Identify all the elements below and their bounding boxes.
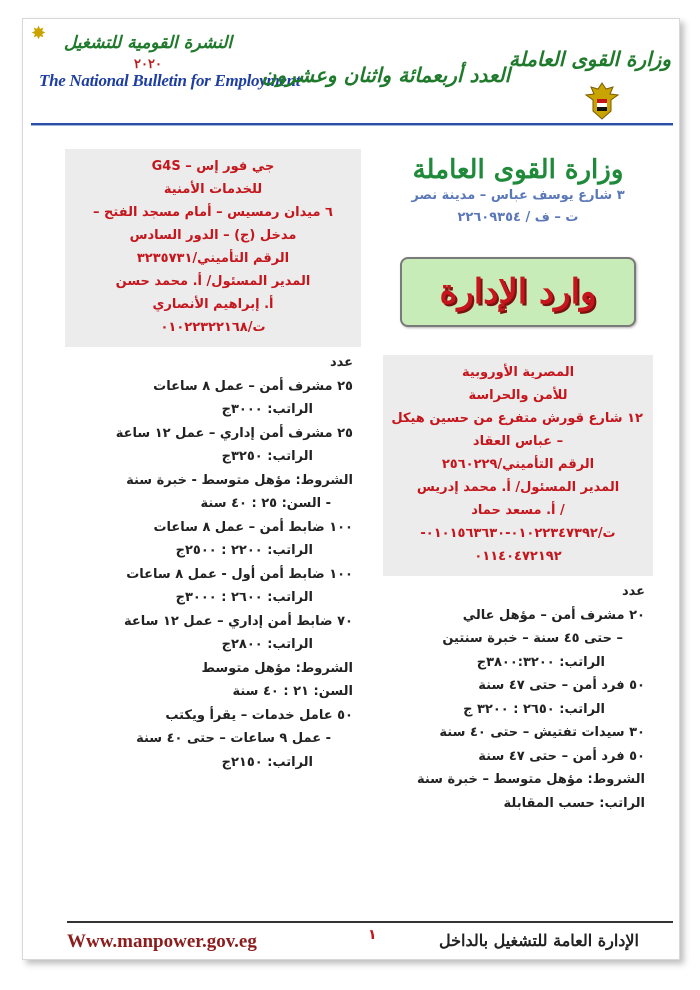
- company-info-line: للأمن والحراسة: [468, 388, 568, 403]
- company-g4s-info: [65, 149, 361, 347]
- ministry-address: ٣ شارع يوسف عباس – مدينة نصر: [411, 188, 625, 203]
- job-line: ١٠٠ ضابط أمن أول - عمل ٨ ساعات: [126, 566, 353, 582]
- company-info-line: ٦ ميدان رمسيس – أمام مسجد الفتح –: [93, 205, 333, 220]
- company-info-line: مدخل (ج) – الدور السادس: [129, 228, 297, 243]
- ministry-column: [383, 149, 653, 815]
- website-link[interactable]: Www.manpower.gov.eg: [67, 931, 257, 952]
- page: [22, 18, 680, 960]
- job-line: الراتب: ٣٢٥٠ج: [221, 449, 313, 464]
- page-number: ١: [368, 927, 377, 943]
- company-info-line: ٠١١٤٠٤٧٢١٩٢: [474, 549, 562, 564]
- job-line: الراتب: ٣٠٠٠ج: [221, 402, 313, 417]
- job-line: ٥٠ عامل خدمات – يقرأ ويكتب: [165, 707, 353, 723]
- company-info-line: المدير المسئول/ أ. محمد إدريس: [416, 480, 620, 495]
- job-line: عدد: [621, 584, 645, 599]
- bulletin-year: ٢٠٢٠: [134, 57, 162, 72]
- company-info-line: ١٢ شارع قورش متفرع من حسين هيكل: [391, 411, 643, 426]
- header: [23, 19, 681, 119]
- eagle-emblem-icon: [583, 81, 621, 121]
- job-line: الراتب: ٢٦٥٠ : ٣٢٠٠ ج: [463, 701, 605, 717]
- company-euro-jobs: [383, 576, 653, 815]
- sparkle-icon: ✸: [31, 23, 47, 44]
- job-line: - السن: ٢٥ : ٤٠ سنة: [200, 496, 331, 511]
- company-info-line: ت/٠١٠٢٢٣٤٧٣٩٢-٠١٠١٥٦٣٦٣٠-: [420, 526, 616, 541]
- ministry-title: وزارة القوى العاملة: [412, 155, 624, 185]
- job-line: – حتى ٤٥ سنة – خبرة سنتين: [442, 631, 623, 646]
- incoming-badge-text: وارد الإدارة: [439, 272, 597, 312]
- job-line: الشروط: مؤهل متوسط - خبرة سنة: [126, 472, 353, 488]
- company-info-line: المصرية الأوروبية: [461, 365, 575, 380]
- company-info-line: ت/٠١٠٢٢٣٢٢١٦٨: [160, 320, 266, 335]
- company-info-line: للخدمات الأمنية: [163, 182, 263, 197]
- job-line: ١٠٠ ضابط أمن – عمل ٨ ساعات: [153, 519, 353, 535]
- job-line: ٢٠ مشرف أمن – مؤهل عالي: [462, 607, 645, 623]
- company-info-line: الرقم التأميني/٢٥٦٠٢٢٩: [441, 457, 595, 472]
- ministry-phone: ت – ف / ٢٢٦٠٩٣٥٤: [457, 210, 579, 225]
- company-g4s: [65, 149, 361, 774]
- job-line: السن: ٢١ : ٤٠ سنة: [232, 684, 353, 699]
- bulletin-title-ar: النشرة القومية للتشغيل: [63, 33, 233, 53]
- footer-divider: [67, 921, 673, 923]
- job-line: ٢٥ مشرف أمن إداري – عمل ١٢ ساعة: [115, 425, 353, 441]
- job-line: ٧٠ ضابط أمن إداري – عمل ١٢ ساعة: [123, 613, 353, 629]
- job-line: الراتب: ٢١٥٠ج: [221, 754, 313, 770]
- job-line: ٥٠ فرد أمن – حتى ٤٧ سنة: [478, 748, 645, 764]
- job-line: ٣٠ سيدات تفتيش – حتى ٤٠ سنة: [439, 725, 645, 740]
- company-info-line: أ. إبراهيم الأنصاري: [152, 297, 274, 312]
- company-euro-info: [383, 355, 653, 576]
- company-info-line: المدير المسئول/ أ. محمد حسن: [115, 274, 311, 289]
- ministry-name: وزارة القوى العاملة: [508, 47, 671, 71]
- issue-number: العدد أربعمائة واثنان وعشرون: [261, 63, 511, 87]
- job-line: الراتب: ٢٨٠٠ج: [221, 637, 313, 652]
- job-line: الراتب: ٢٦٠٠ : ٣٠٠٠ج: [175, 590, 313, 605]
- header-divider: [31, 123, 673, 126]
- company-g4s-jobs: [65, 347, 361, 774]
- department-name: الإدارة العامة للتشغيل بالداخل: [438, 931, 639, 950]
- job-line: الراتب: ٢٢٠٠ : ٢٥٠٠ج: [175, 543, 313, 558]
- job-line: الشروط: مؤهل متوسط: [201, 660, 353, 676]
- company-info-line: – عباس العقاد: [472, 434, 564, 449]
- company-info-line: / أ. مسعد حماد: [471, 503, 565, 518]
- bulletin-title-en: The National Bulletin for Employment: [39, 71, 301, 90]
- company-info-line: جي فور إس – G4S: [151, 159, 275, 174]
- job-line: الراتب: حسب المقابلة: [503, 795, 645, 811]
- job-line: الراتب: ٣٨٠٠:٣٢٠٠ج: [476, 654, 605, 670]
- job-line: - عمل ٩ ساعات – حتى ٤٠ سنة: [136, 731, 331, 746]
- job-line: الشروط: مؤهل متوسط – خبرة سنة: [416, 772, 645, 787]
- incoming-badge: [400, 257, 636, 327]
- job-line: ٢٥ مشرف أمن – عمل ٨ ساعات: [153, 378, 353, 394]
- job-line: ٥٠ فرد أمن – حتى ٤٧ سنة: [478, 678, 645, 693]
- company-info-line: الرقم التأميني/٣٢٣٥٧٣١: [136, 251, 290, 266]
- job-line: عدد: [329, 355, 353, 370]
